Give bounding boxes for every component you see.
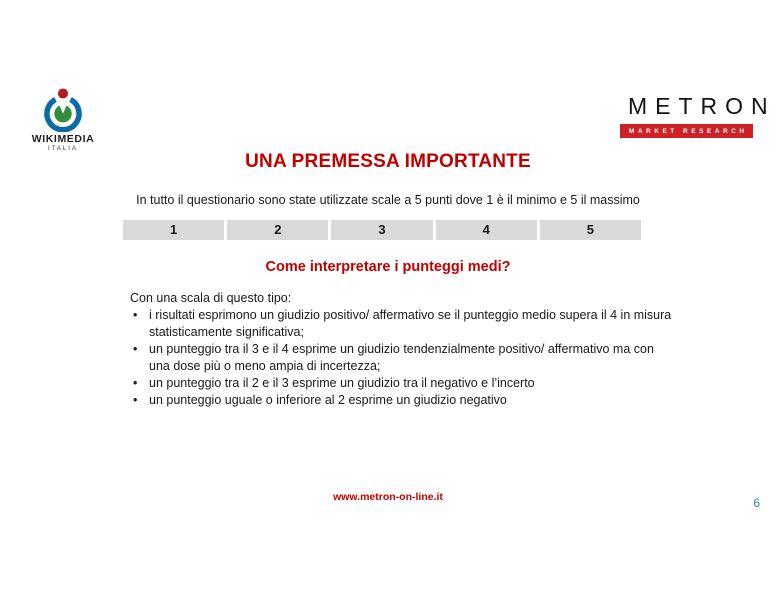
bullet-item: • un punteggio tra il 3 e il 4 esprime un giudizio tendenzialmente positivo/ affermativo ma con una dose più o meno ampia di incertezza; xyxy=(130,341,673,375)
wikimedia-logo-region: ITALIA xyxy=(48,146,78,152)
scale-cell-1: 1 xyxy=(123,220,224,240)
wikimedia-italia-logo xyxy=(29,88,97,152)
bullet-list xyxy=(130,307,673,409)
bullet-item: • un punteggio uguale o inferiore al 2 esprime un giudizio negativo xyxy=(130,392,673,409)
body-lead: Con una scala di questo tipo: xyxy=(130,291,292,305)
scale-strip xyxy=(123,220,641,240)
page-number: 6 xyxy=(753,496,760,510)
intro-text: In tutto il questionario sono state utilizzate scale a 5 punti dove 1 è il minimo e 5 il massimo xyxy=(136,193,640,207)
bullet-item: • i risultati esprimono un giudizio positivo/ affermativo se il punteggio medio supera il 4 in misura statisticamente significativa; xyxy=(130,307,673,341)
metron-logo xyxy=(620,93,776,138)
bullet-item: • un punteggio tra il 2 e il 3 esprime un giudizio tra il negativo e l’incerto xyxy=(130,375,673,392)
scale-cell-5: 5 xyxy=(540,220,641,240)
wikimedia-logo-icon xyxy=(40,88,86,132)
metron-logo-tagline: MARKET RESEARCH xyxy=(620,124,753,138)
wikimedia-logo-name: WIKIMEDIA xyxy=(31,133,95,145)
scale-cell-3: 3 xyxy=(331,220,432,240)
scale-cell-2: 2 xyxy=(227,220,328,240)
metron-logo-name: METRON xyxy=(628,93,776,119)
footer-website-link[interactable]: www.metron-on-line.it xyxy=(333,491,443,503)
body-text-block xyxy=(130,290,673,409)
slide-subtitle: Come interpretare i punteggi medi? xyxy=(265,259,511,275)
scale-cell-4: 4 xyxy=(436,220,537,240)
slide-title: UNA PREMESSA IMPORTANTE xyxy=(245,151,531,172)
